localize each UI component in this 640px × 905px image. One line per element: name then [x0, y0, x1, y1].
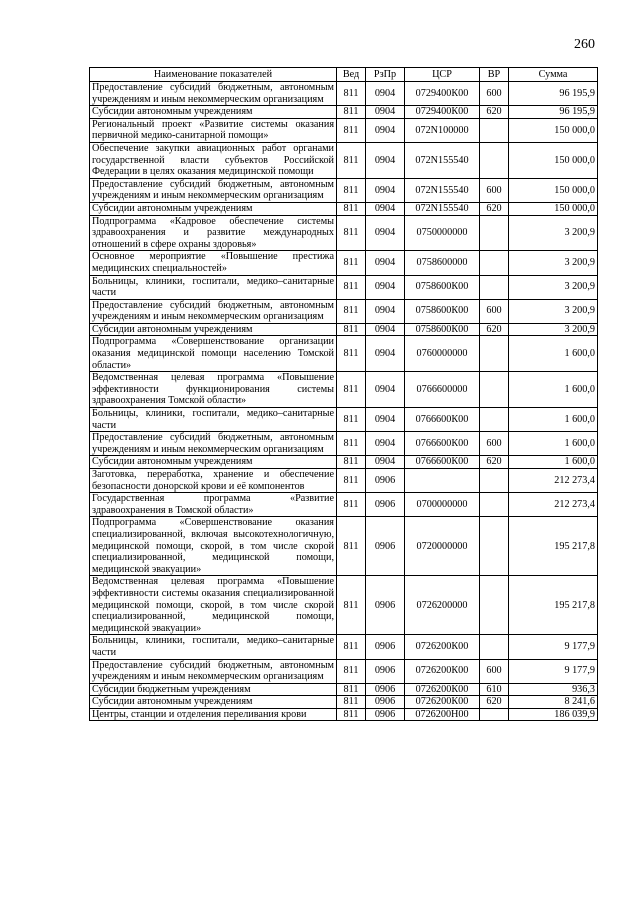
row-name: Региональный проект «Развитие системы оказания первичной медико-санитарной помощи»	[90, 118, 337, 142]
row-csr	[405, 469, 480, 493]
table-row	[90, 576, 598, 635]
row-csr: 0726200К00	[405, 683, 480, 696]
row-rzpr: 0904	[366, 456, 405, 469]
row-rzpr: 0904	[366, 106, 405, 119]
row-sum: 936,3	[509, 683, 598, 696]
row-sum: 1 600,0	[509, 432, 598, 456]
row-sum: 1 600,0	[509, 372, 598, 408]
row-vr	[480, 336, 509, 372]
row-name: Субсидии бюджетным учреждениям	[90, 683, 337, 696]
table-row	[90, 251, 598, 275]
row-rzpr: 0904	[366, 215, 405, 251]
row-csr: 0700000000	[405, 493, 480, 517]
row-csr: 0726200К00	[405, 659, 480, 683]
row-name: Субсидии автономным учреждениям	[90, 456, 337, 469]
table-row	[90, 408, 598, 432]
row-name: Предоставление субсидий бюджетным, автономным учреждениям и иным некоммерческим организациям	[90, 659, 337, 683]
row-vr	[480, 708, 509, 721]
row-sum: 9 177,9	[509, 635, 598, 659]
row-ved: 811	[337, 408, 366, 432]
table-row	[90, 708, 598, 721]
row-vr	[480, 408, 509, 432]
row-csr: 072N155540	[405, 142, 480, 178]
row-csr: 0726200К00	[405, 635, 480, 659]
row-vr: 620	[480, 323, 509, 336]
row-csr: 0750000000	[405, 215, 480, 251]
row-sum: 150 000,0	[509, 202, 598, 215]
row-csr: 0758600000	[405, 251, 480, 275]
table-row	[90, 696, 598, 709]
row-rzpr: 0906	[366, 469, 405, 493]
row-vr	[480, 635, 509, 659]
row-sum: 195 217,8	[509, 576, 598, 635]
row-rzpr: 0906	[366, 517, 405, 576]
row-csr: 0760000000	[405, 336, 480, 372]
row-rzpr: 0904	[366, 142, 405, 178]
row-sum: 3 200,9	[509, 275, 598, 299]
row-vr: 600	[480, 659, 509, 683]
row-csr: 0766600К00	[405, 456, 480, 469]
row-sum: 96 195,9	[509, 106, 598, 119]
table-row	[90, 106, 598, 119]
row-rzpr: 0906	[366, 576, 405, 635]
table-row	[90, 456, 598, 469]
row-sum: 8 241,6	[509, 696, 598, 709]
row-ved: 811	[337, 576, 366, 635]
row-name: Центры, станции и отделения переливания крови	[90, 708, 337, 721]
row-name: Субсидии автономным учреждениям	[90, 106, 337, 119]
table-row	[90, 202, 598, 215]
row-rzpr: 0904	[366, 118, 405, 142]
row-rzpr: 0904	[366, 251, 405, 275]
row-rzpr: 0904	[366, 372, 405, 408]
row-ved: 811	[337, 708, 366, 721]
row-ved: 811	[337, 696, 366, 709]
row-rzpr: 0904	[366, 178, 405, 202]
row-name: Предоставление субсидий бюджетным, автономным учреждениям и иным некоммерческим организациям	[90, 432, 337, 456]
row-sum: 9 177,9	[509, 659, 598, 683]
row-sum: 195 217,8	[509, 517, 598, 576]
table-header-row	[90, 68, 598, 82]
row-vr: 620	[480, 106, 509, 119]
row-sum: 212 273,4	[509, 469, 598, 493]
row-vr: 610	[480, 683, 509, 696]
row-sum: 96 195,9	[509, 82, 598, 106]
row-sum: 150 000,0	[509, 142, 598, 178]
row-csr: 0726200Н00	[405, 708, 480, 721]
row-ved: 811	[337, 275, 366, 299]
row-csr: 0758600К00	[405, 323, 480, 336]
row-name: Подпрограмма «Совершенствование оказания специализированной, включая высокотехнологичную, медицинской помощи, скорой, в том числе скорой специализированной, медицинской помощи, медицинской эвакуации»	[90, 517, 337, 576]
row-ved: 811	[337, 336, 366, 372]
row-ved: 811	[337, 683, 366, 696]
row-name: Основное мероприятие «Повышение престижа медицинских специальностей»	[90, 251, 337, 275]
row-sum: 3 200,9	[509, 251, 598, 275]
row-name: Обеспечение закупки авиационных работ органами государственной власти субъектов Российской Федерации в целях оказания медицинской помощи	[90, 142, 337, 178]
row-name: Предоставление субсидий бюджетным, автономным учреждениям и иным некоммерческим организациям	[90, 299, 337, 323]
row-csr: 0729400К00	[405, 82, 480, 106]
row-ved: 811	[337, 469, 366, 493]
row-rzpr: 0906	[366, 696, 405, 709]
row-csr: 0766600К00	[405, 432, 480, 456]
table-row	[90, 372, 598, 408]
row-vr	[480, 251, 509, 275]
row-rzpr: 0904	[366, 408, 405, 432]
row-vr: 600	[480, 178, 509, 202]
table-row	[90, 215, 598, 251]
row-csr: 0758600К00	[405, 299, 480, 323]
row-name: Больницы, клиники, госпитали, медико–санитарные части	[90, 635, 337, 659]
row-name: Предоставление субсидий бюджетным, автономным учреждениям и иным некоммерческим организациям	[90, 178, 337, 202]
row-vr	[480, 517, 509, 576]
table-row	[90, 469, 598, 493]
budget-table	[89, 67, 598, 721]
row-vr: 600	[480, 299, 509, 323]
row-name: Субсидии автономным учреждениям	[90, 323, 337, 336]
row-vr: 600	[480, 82, 509, 106]
row-name: Подпрограмма «Совершенствование организации оказания медицинской помощи населению Томской области»	[90, 336, 337, 372]
header-vr: ВР	[480, 68, 509, 82]
row-sum: 186 039,9	[509, 708, 598, 721]
table-row	[90, 142, 598, 178]
row-csr: 072N100000	[405, 118, 480, 142]
row-ved: 811	[337, 635, 366, 659]
row-vr	[480, 142, 509, 178]
row-rzpr: 0906	[366, 708, 405, 721]
row-csr: 072N155540	[405, 202, 480, 215]
row-ved: 811	[337, 215, 366, 251]
row-rzpr: 0904	[366, 275, 405, 299]
row-csr: 0726200К00	[405, 696, 480, 709]
row-name: Подпрограмма «Кадровое обеспечение системы здравоохранения и развитие международных отношений в сфере охраны здоровья»	[90, 215, 337, 251]
row-rzpr: 0904	[366, 336, 405, 372]
row-csr: 072N155540	[405, 178, 480, 202]
row-vr	[480, 215, 509, 251]
row-sum: 150 000,0	[509, 118, 598, 142]
row-vr	[480, 576, 509, 635]
row-vr: 600	[480, 432, 509, 456]
header-name: Наименование показателей	[90, 68, 337, 82]
row-ved: 811	[337, 251, 366, 275]
row-sum: 3 200,9	[509, 215, 598, 251]
row-vr	[480, 372, 509, 408]
table-row	[90, 635, 598, 659]
row-csr: 0729400К00	[405, 106, 480, 119]
row-rzpr: 0906	[366, 635, 405, 659]
row-rzpr: 0906	[366, 683, 405, 696]
row-name: Предоставление субсидий бюджетным, автономным учреждениям и иным некоммерческим организациям	[90, 82, 337, 106]
row-name: Субсидии автономным учреждениям	[90, 202, 337, 215]
row-csr: 0758600К00	[405, 275, 480, 299]
row-rzpr: 0904	[366, 299, 405, 323]
row-name: Заготовка, переработка, хранение и обеспечение безопасности донорской крови и её компонентов	[90, 469, 337, 493]
row-sum: 1 600,0	[509, 408, 598, 432]
row-name: Ведомственная целевая программа «Повышение эффективности функционирования системы здравоохранения Томской области»	[90, 372, 337, 408]
row-sum: 1 600,0	[509, 336, 598, 372]
table-row	[90, 493, 598, 517]
row-ved: 811	[337, 517, 366, 576]
row-name: Государственная программа «Развитие здравоохранения в Томской области»	[90, 493, 337, 517]
row-sum: 1 600,0	[509, 456, 598, 469]
row-ved: 811	[337, 432, 366, 456]
row-rzpr: 0906	[366, 493, 405, 517]
table-row	[90, 323, 598, 336]
table-row	[90, 118, 598, 142]
row-ved: 811	[337, 493, 366, 517]
header-rzpr: РзПр	[366, 68, 405, 82]
table-row	[90, 517, 598, 576]
row-sum: 3 200,9	[509, 323, 598, 336]
row-name: Больницы, клиники, госпитали, медико–санитарные части	[90, 275, 337, 299]
row-ved: 811	[337, 323, 366, 336]
row-ved: 811	[337, 82, 366, 106]
row-vr: 620	[480, 202, 509, 215]
page-number: 260	[574, 37, 595, 52]
row-vr	[480, 469, 509, 493]
table-row	[90, 659, 598, 683]
table-row	[90, 275, 598, 299]
row-vr: 620	[480, 696, 509, 709]
header-csr: ЦСР	[405, 68, 480, 82]
row-csr: 0720000000	[405, 517, 480, 576]
row-sum: 150 000,0	[509, 178, 598, 202]
header-sum: Сумма	[509, 68, 598, 82]
table-body	[90, 82, 598, 721]
table-row	[90, 432, 598, 456]
row-ved: 811	[337, 178, 366, 202]
row-ved: 811	[337, 456, 366, 469]
table-row	[90, 336, 598, 372]
row-ved: 811	[337, 142, 366, 178]
header-ved: Вед	[337, 68, 366, 82]
row-ved: 811	[337, 299, 366, 323]
row-ved: 811	[337, 659, 366, 683]
row-vr	[480, 493, 509, 517]
row-vr: 620	[480, 456, 509, 469]
row-name: Субсидии автономным учреждениям	[90, 696, 337, 709]
row-name: Ведомственная целевая программа «Повышение эффективности системы оказания специализированной медицинской помощи, скорой, в том числе скорой специализированной, медицинской помощи, медицинской эвакуации»	[90, 576, 337, 635]
row-sum: 3 200,9	[509, 299, 598, 323]
row-ved: 811	[337, 106, 366, 119]
row-csr: 0766600000	[405, 372, 480, 408]
row-rzpr: 0904	[366, 323, 405, 336]
row-ved: 811	[337, 372, 366, 408]
table-row	[90, 82, 598, 106]
row-rzpr: 0904	[366, 82, 405, 106]
row-rzpr: 0904	[366, 202, 405, 215]
table-row	[90, 683, 598, 696]
row-name: Больницы, клиники, госпитали, медико–санитарные части	[90, 408, 337, 432]
row-ved: 811	[337, 202, 366, 215]
row-csr: 0726200000	[405, 576, 480, 635]
row-rzpr: 0904	[366, 432, 405, 456]
row-sum: 212 273,4	[509, 493, 598, 517]
row-vr	[480, 118, 509, 142]
row-vr	[480, 275, 509, 299]
row-ved: 811	[337, 118, 366, 142]
row-csr: 0766600К00	[405, 408, 480, 432]
row-rzpr: 0906	[366, 659, 405, 683]
table-row	[90, 299, 598, 323]
table-row	[90, 178, 598, 202]
